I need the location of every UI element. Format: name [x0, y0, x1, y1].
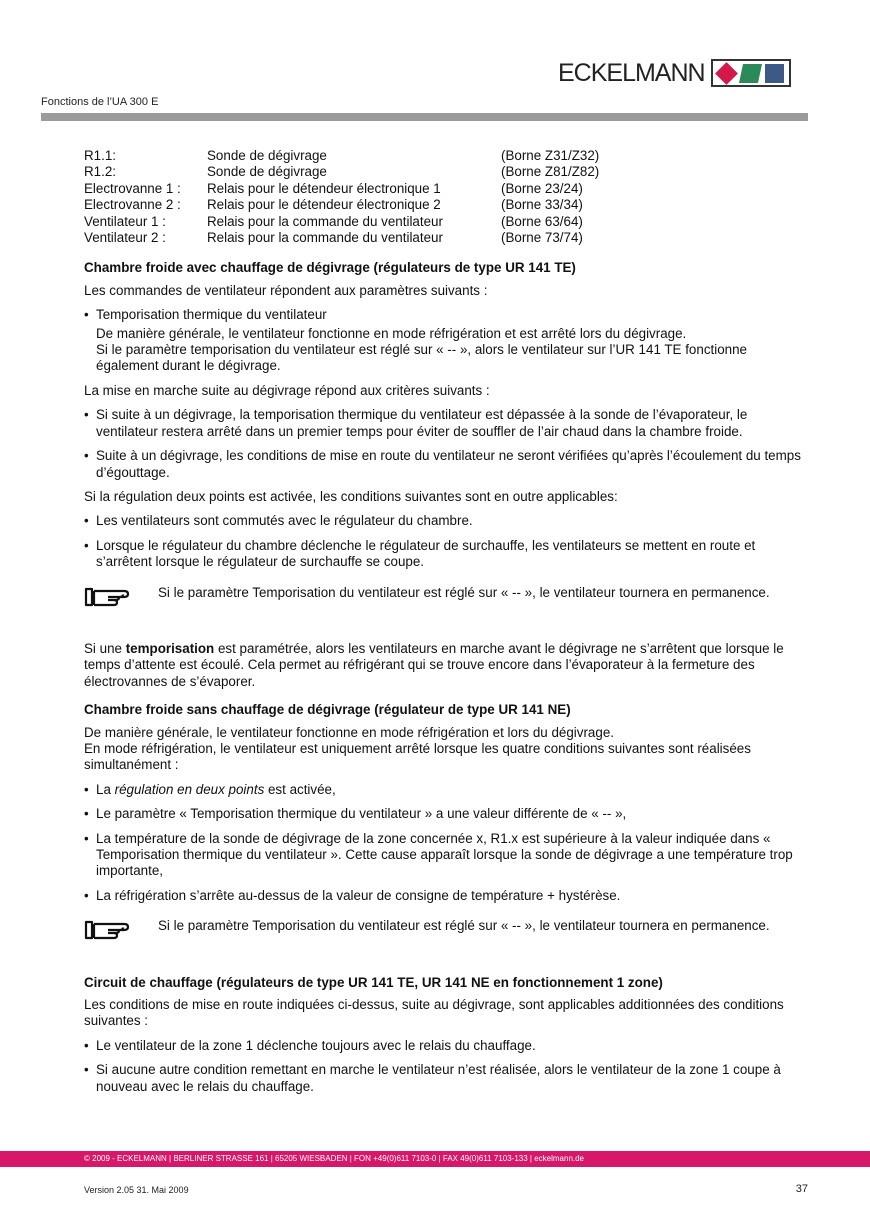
relay-desc: Sonde de dégivrage: [207, 148, 327, 163]
relay-term: (Borne 23/24): [501, 180, 583, 196]
pointing-hand-icon: [84, 918, 158, 946]
table-row: [84, 197, 599, 213]
list-item: • Le ventilateur de la zone 1 déclenche toujours avec le relais du chauffage.: [84, 1038, 808, 1054]
relay-name: R1.1:: [84, 148, 117, 163]
relay-name: Ventilateur 1 :: [84, 213, 166, 229]
relay-name: Electrovanne 1 :: [84, 180, 181, 196]
list-item: • La régulation en deux points est activée,: [84, 782, 808, 798]
relay-term: (Borne Z31/Z32): [501, 148, 600, 163]
paragraph: Si une temporisation est paramétrée, alors les ventilateurs en marche avant le dégivrage ne s’arrêtent que lorsque le temps d’attente est écoulé. Cela permet au réfrigérant qui se trouve encore dans l’évaporateur à la fermeture des électrovannes de s’évaporer.: [84, 640, 784, 689]
logo-text: ECKELMANN: [558, 58, 705, 87]
section-heading: Chambre froide avec chauffage de dégivrage (régulateurs de type UR 141 TE): [84, 260, 576, 276]
list-item: • Le paramètre « Temporisation thermique du ventilateur » a une valeur différente de « -- »,: [84, 806, 808, 822]
relay-name: Ventilateur 2 :: [84, 230, 166, 246]
footer-bar: [0, 1151, 870, 1167]
paragraph: Les commandes de ventilateur répondent aux paramètres suivants :: [84, 282, 488, 298]
page-number: 37: [795, 1183, 808, 1195]
relay-name: Electrovanne 2 :: [84, 197, 181, 213]
note-text: Si le paramètre Temporisation du ventilateur est réglé sur « -- », le ventilateur tournera en permanence.: [158, 584, 770, 600]
list-item: • Si aucune autre condition remettant en marche le ventilateur n’est réalisée, alors le ventilateur de la zone 1 coupe à nouveau avec le relais du chauffage.: [84, 1062, 808, 1095]
pointing-hand-icon: [84, 585, 158, 613]
page-content: [84, 148, 808, 1103]
bullet-list: [84, 307, 808, 375]
paragraph: Si la régulation deux points est activée, les conditions suivantes sont en outre applicables:: [84, 488, 618, 504]
list-item: • Les ventilateurs sont commutés avec le régulateur du chambre.: [84, 513, 808, 529]
relay-desc: Relais pour la commande du ventilateur: [207, 213, 443, 229]
list-item: • Suite à un dégivrage, les conditions de mise en route du ventilateur ne seront vérifiées qu’après l’écoulement du temps d’égouttage.: [84, 448, 808, 481]
sub-paragraph: Si le paramètre temporisation du ventilateur est réglé sur « -- », alors le ventilateur sur l’UR 141 TE fonctionne également durant le dégivrage.: [96, 342, 748, 374]
paragraph: De manière générale, le ventilateur fonctionne en mode réfrigération et lors du dégivrage.: [84, 724, 614, 740]
list-item: • La température de la sonde de dégivrage de la zone concernée x, R1.x est supérieure à la valeur indiquée dans « Temporisation thermique du ventilateur ». Cette cause apparaît lorsque la sonde de dégivrage a une température trop importante,: [84, 831, 808, 880]
relay-desc: Relais pour le détendeur électronique 2: [207, 197, 441, 213]
note-box: [84, 585, 808, 613]
relay-desc: Relais pour le détendeur électronique 1: [207, 180, 441, 196]
relay-term: (Borne Z81/Z82): [501, 164, 600, 180]
sub-paragraph: De manière générale, le ventilateur fonctionne en mode réfrigération et est arrêté lors du dégivrage.: [96, 325, 687, 341]
paragraph: La mise en marche suite au dégivrage répond aux critères suivants :: [84, 382, 490, 398]
list-item: • Lorsque le régulateur du chambre déclenche le régulateur de surchauffe, les ventilateurs se mettent en route et s’arrêtent lorsque le régulateur de surchauffe se coupe.: [84, 538, 808, 571]
running-header: Fonctions de l’UA 300 E: [41, 96, 159, 108]
bullet-list: [84, 513, 808, 570]
eckelmann-logo: [558, 58, 791, 88]
header-divider: [41, 113, 808, 121]
footer-address: © 2009 - ECKELMANN | BERLINER STRASSE 161 | 65205 WIESBADEN | FON +49(0)611 7103-0 | FAX 49(0)611 7103-133 | eckelmann.de: [84, 1154, 585, 1163]
bullet-list: [84, 407, 808, 481]
bullet-list: [84, 782, 808, 904]
note-box: [84, 918, 808, 946]
relay-name: R1.2:: [84, 164, 117, 180]
table-row: [84, 214, 599, 230]
relay-term: (Borne 63/64): [501, 213, 583, 229]
section-heading: Chambre froide sans chauffage de dégivrage (régulateur de type UR 141 NE): [84, 702, 571, 718]
list-item: • Si suite à un dégivrage, la temporisation thermique du ventilateur est dépassée à la sonde de l’évaporateur, le ventilateur restera arrêté dans un premier temps pour éviter de souffler de l’air chaud dans la chambre froide.: [84, 407, 808, 440]
paragraph: En mode réfrigération, le ventilateur est uniquement arrêté lorsque les quatre conditions suivantes sont réalisées simultanément :: [84, 740, 751, 773]
relay-term: (Borne 33/34): [501, 197, 583, 213]
table-row: [84, 230, 599, 246]
table-row: [84, 148, 599, 164]
relay-desc: Relais pour la commande du ventilateur: [207, 230, 443, 246]
relay-desc: Sonde de dégivrage: [207, 164, 327, 180]
bullet-list: [84, 1038, 808, 1095]
logo-mark-icon: [711, 59, 791, 87]
note-text: Si le paramètre Temporisation du ventilateur est réglé sur « -- », le ventilateur tournera en permanence.: [158, 918, 770, 934]
list-item: • La réfrigération s’arrête au-dessus de la valeur de consigne de température + hystérèse.: [84, 888, 808, 904]
section-heading: Circuit de chauffage (régulateurs de type UR 141 TE, UR 141 NE en fonctionnement 1 zone): [84, 974, 663, 990]
table-row: [84, 164, 599, 180]
version-info: Version 2.05 31. Mai 2009: [84, 1185, 189, 1195]
relay-term: (Borne 73/74): [501, 230, 583, 246]
list-item: • Temporisation thermique du ventilateur De manière générale, le ventilateur fonctionne en mode réfrigération et est arrêté lors du dégivrage. Si le paramètre temporisation du ventilateur est réglé sur « -- », alors le ventilateur sur l’UR 141 TE fonctionne également durant le dégivrage.: [84, 307, 808, 375]
table-row: [84, 181, 599, 197]
relay-table: [84, 148, 599, 246]
paragraph: Les conditions de mise en route indiquées ci-dessus, suite au dégivrage, sont applicables additionnées des conditions suivantes :: [84, 997, 784, 1029]
